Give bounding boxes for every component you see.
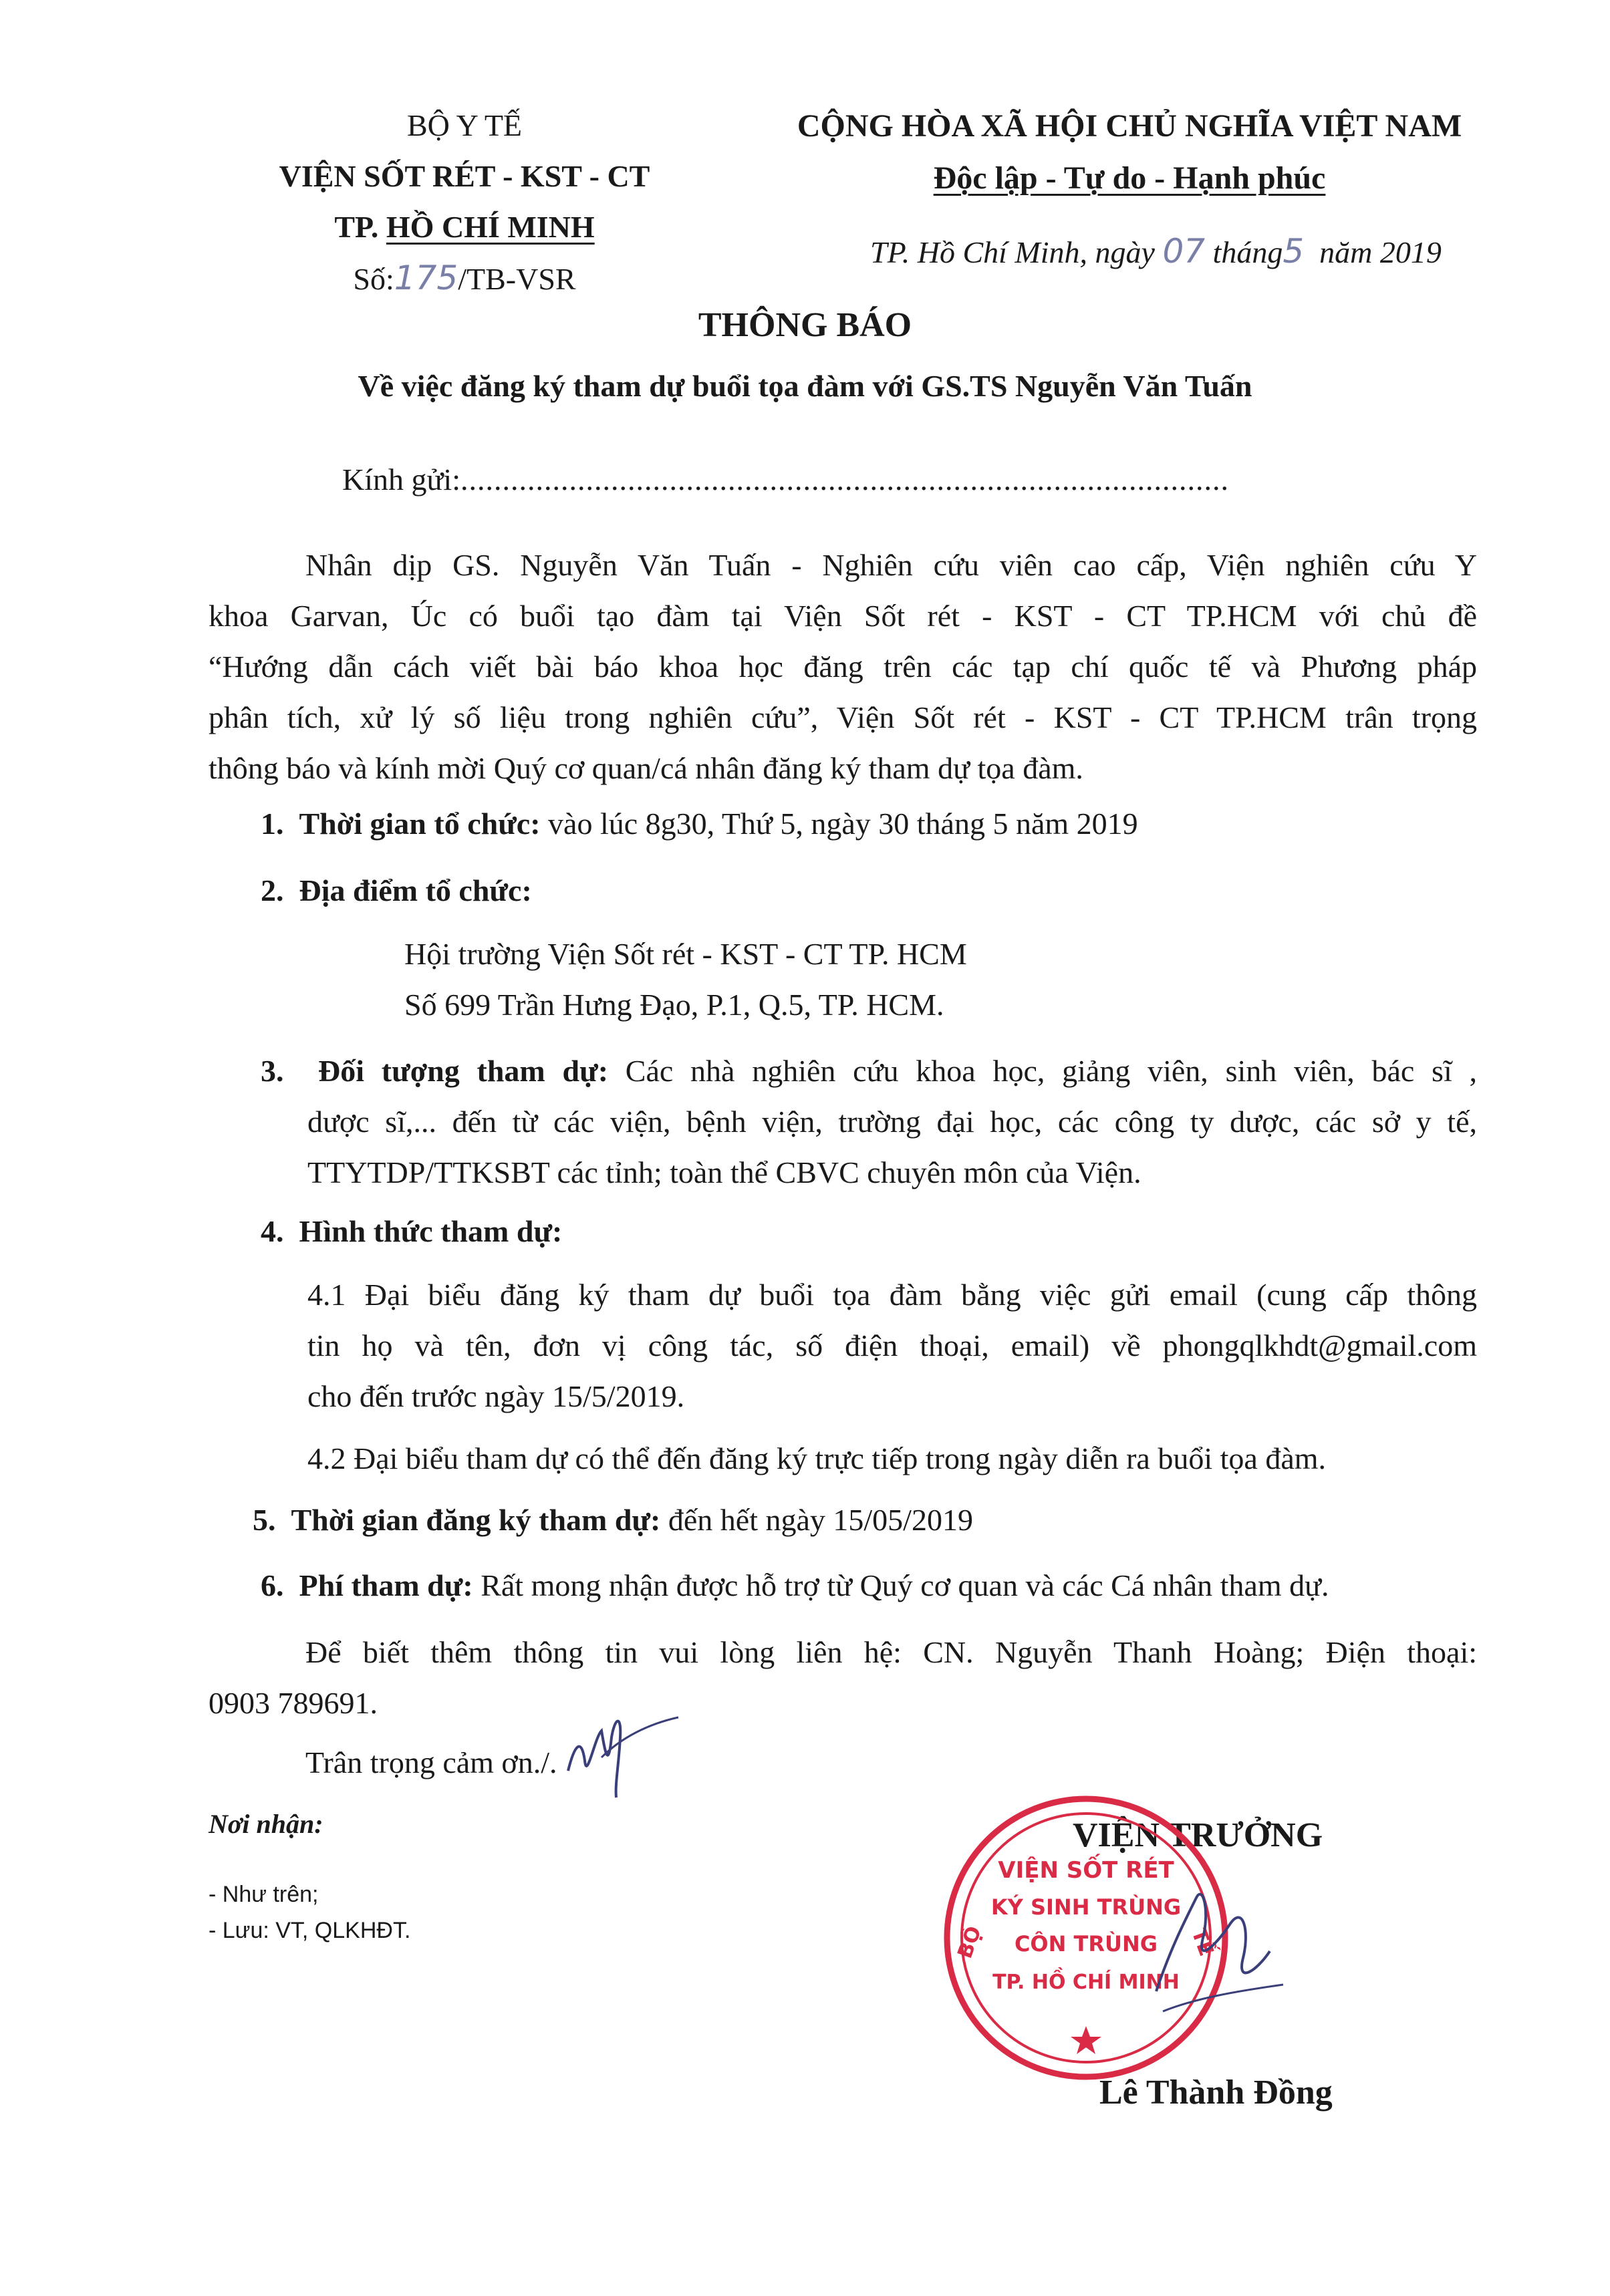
document-number: Số:175/TB-VSR <box>353 259 576 297</box>
recipients-title: Nơi nhận: <box>209 1809 323 1839</box>
item-2: 2. Địa điểm tổ chức: <box>261 873 532 907</box>
item-4-sub-2: 4.2 Đại biểu tham dự có thể đến đăng ký trực tiếp trong ngày diễn ra buổi tọa đàm. <box>307 1441 1327 1475</box>
handwritten-month: 5 <box>1283 232 1305 271</box>
intro-paragraph <box>209 540 1477 794</box>
national-motto: Độc lập - Tự do - Hạnh phúc <box>933 160 1326 196</box>
initials-signature <box>555 1697 688 1804</box>
signer-name: Lê Thành Đồng <box>1099 2073 1333 2112</box>
item-3-continued: dược sĩ,... đến từ các viện, bệnh viện, trường đại học, các công ty dược, các sở y tế, TTYTDP/TTKSBT các tỉnh; toàn thể CBVC chuyên môn của Viện. <box>307 1105 1477 1189</box>
ministry-name: BỘ Y TẾ <box>406 108 523 142</box>
item-1: 1. Thời gian tổ chức: vào lúc 8g30, Thứ 5, ngày 30 tháng 5 năm 2019 <box>261 807 1138 841</box>
intro-line: “Hướng dẫn cách viết bài báo khoa học đăng trên các tạp chí quốc tế và Phương pháp <box>209 650 1477 684</box>
header-right <box>708 100 1551 204</box>
item-4: 4. Hình thức tham dự: <box>261 1214 563 1248</box>
stamp-text: TẾ <box>1186 1925 1218 1959</box>
signer-role: VIỆN TRƯỞNG <box>1073 1816 1323 1854</box>
handwritten-number: 175 <box>394 259 458 297</box>
item-3: 3. Đối tượng tham dự: Các nhà nghiên cứu khoa học, giảng viên, sinh viên, bác sĩ , <box>261 1054 1478 1088</box>
recipients-block <box>209 1804 410 1949</box>
institute-city: TP. HỒ CHÍ MINH <box>334 210 595 244</box>
item-6: 6. Phí tham dự: Rất mong nhận được hỗ trợ từ Quý cơ quan và các Cá nhân tham dự. <box>261 1568 1329 1602</box>
intro-line: thông báo và kính mời Quý cơ quan/cá nhân đăng ký tham dự tọa đàm. <box>209 751 1083 785</box>
director-signature <box>1136 1858 1297 2031</box>
document-title: THÔNG BÁO <box>698 306 912 344</box>
venue-line: Hội trường Viện Sốt rét - KST - CT TP. HCM <box>404 937 967 971</box>
handwritten-day: 07 <box>1162 232 1206 271</box>
item-4-sub-1: 4.1 Đại biểu đăng ký tham dự buổi tọa đàm bằng việc gửi email (cung cấp thông tin họ và tên, đơn vị công tác, số điện thoại, email) về phongqlkhdt@gmail.com cho đến trước ngày 15/5/2019. <box>307 1278 1477 1413</box>
intro-line: phân tích, xử lý số liệu trong nghiên cứu”, Viện Sốt rét - KST - CT TP.HCM trân trọng <box>209 700 1477 734</box>
recipient-item: - Như trên; <box>209 1882 319 1907</box>
header-left <box>221 100 708 305</box>
country-name: CỘNG HÒA XÃ HỘI CHỦ NGHĨA VIỆT NAM <box>797 108 1462 144</box>
stamp-text: CÔN TRÙNG <box>1014 1931 1158 1957</box>
stamp-text: TP. HỒ CHÍ MINH <box>992 1971 1180 1994</box>
stamp-text: BỘ <box>953 1923 986 1962</box>
document-date: TP. Hồ Chí Minh, ngày 07 tháng5 năm 2019 <box>870 232 1442 271</box>
institute-name: VIỆN SỐT RÉT - KST - CT <box>279 159 650 193</box>
document-subtitle: Về việc đăng ký tham dự buổi tọa đàm với GS.TS Nguyễn Văn Tuấn <box>358 369 1252 403</box>
stamp-star-icon <box>1071 2026 1101 2054</box>
closing-thanks: Trân trọng cảm ơn./. <box>305 1745 557 1779</box>
item-5: 5. Thời gian đăng ký tham dự: đến hết ngày 15/05/2019 <box>253 1503 973 1537</box>
greeting: Kính gửi:............................................................................................ <box>342 462 1229 496</box>
intro-line: khoa Garvan, Úc có buổi tạo đàm tại Viện Sốt rét - KST - CT TP.HCM với chủ đề <box>209 599 1477 633</box>
intro-line: Nhân dịp GS. Nguyễn Văn Tuấn - Nghiên cứu viên cao cấp, Viện nghiên cứu Y <box>305 548 1477 582</box>
contact-paragraph: Để biết thêm thông tin vui lòng liên hệ: CN. Nguyễn Thanh Hoàng; Điện thoại: 0903 789691. <box>209 1635 1477 1720</box>
venue-line: Số 699 Trần Hưng Đạo, P.1, Q.5, TP. HCM. <box>404 988 944 1022</box>
stamp-text: VIỆN SỐT RÉT <box>998 1857 1174 1884</box>
item-2-address <box>404 929 967 1030</box>
stamp-text: KÝ SINH TRÙNG <box>990 1894 1182 1920</box>
recipient-item: - Lưu: VT, QLKHĐT. <box>209 1918 411 1943</box>
